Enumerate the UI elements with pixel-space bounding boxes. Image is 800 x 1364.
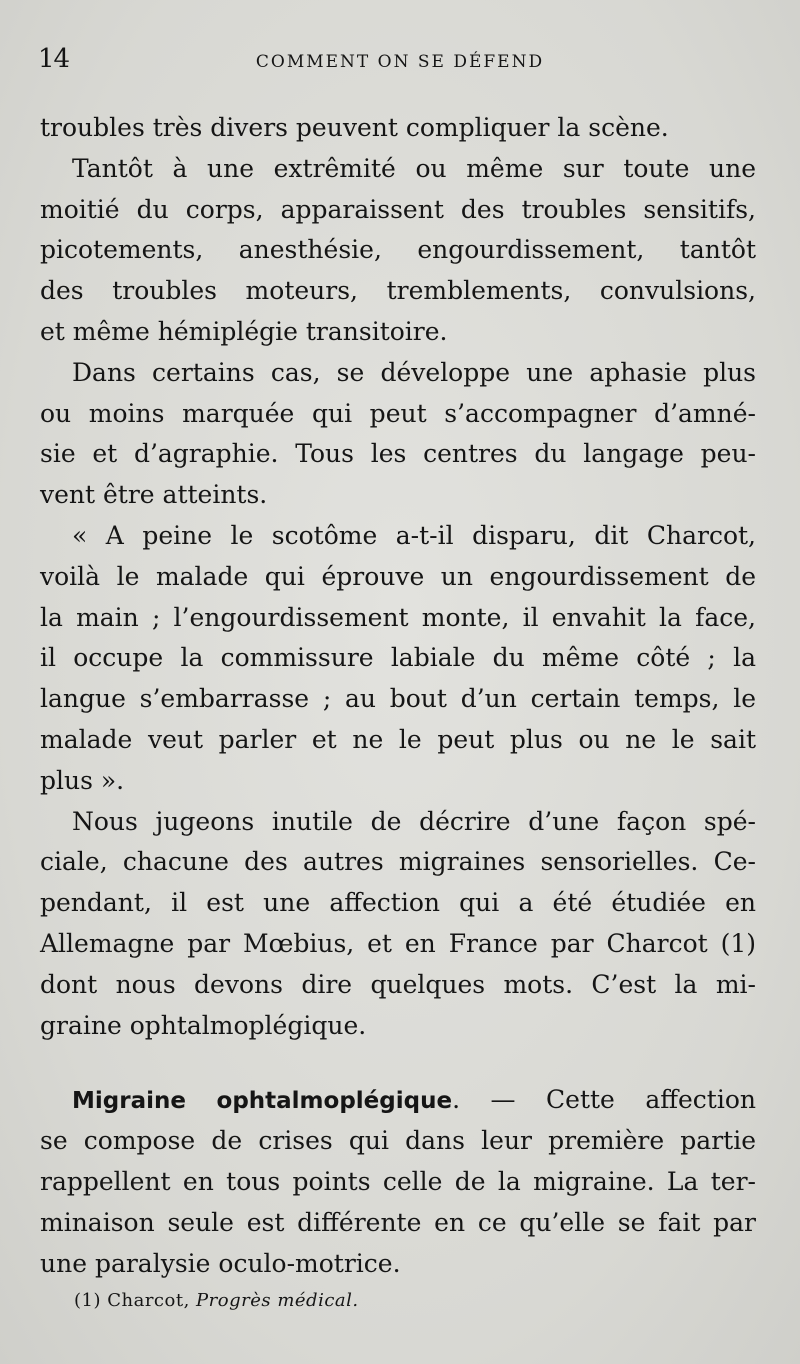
- text-line: voilà le malade qui éprouve un engourdissement de: [40, 561, 756, 591]
- text-line: plus ».: [40, 765, 125, 795]
- paragraph: [40, 149, 756, 353]
- text-line: ciale, chacune des autres migraines sensorielles. Ce-: [40, 847, 756, 877]
- text-line: troubles très divers peuvent compliquer la scène.: [40, 113, 669, 142]
- text-line: graine ophtalmoplégique.: [40, 1010, 367, 1040]
- quotation-paragraph: [40, 516, 756, 802]
- text-line: minaison seule est différente en ce qu’elle se fait par: [40, 1207, 756, 1237]
- text-line: vent être atteints.: [40, 480, 268, 510]
- text-line: rappellent en tous points celle de la migraine. La ter-: [40, 1166, 756, 1196]
- text-line: il occupe la commissure labiale du même côté ; la: [40, 643, 756, 673]
- page-body: [40, 108, 756, 1284]
- text-line: et même hémiplégie transitoire.: [40, 316, 448, 346]
- text-line: sie et d’agraphie. Tous les centres du langage peu-: [40, 439, 756, 469]
- text-line: pendant, il est une affection qui a été étudiée en: [40, 888, 756, 918]
- page-header: [36, 44, 764, 78]
- text-line: Nous jugeons inutile de décrire d’une façon spé-: [72, 806, 756, 836]
- text-line: se compose de crises qui dans leur première partie: [40, 1126, 756, 1156]
- paragraph: [40, 353, 756, 516]
- paragraph: [40, 802, 756, 1047]
- text-line: langue s’embarrasse ; au bout d’un certain temps, le: [40, 684, 756, 714]
- paragraph: [40, 108, 756, 149]
- heading-continuation: . — Cette affection: [452, 1085, 756, 1115]
- text-line: moitié du corps, apparaissent des troubles sensitifs,: [40, 194, 756, 224]
- section-paragraph: [40, 1080, 756, 1284]
- running-title: COMMENT ON SE DÉFEND: [255, 52, 545, 72]
- text-line: la main ; l’engourdissement monte, il envahit la face,: [40, 602, 756, 632]
- text-line: dont nous devons dire quelques mots. C’est la mi-: [40, 969, 756, 999]
- text-line: ou moins marquée qui peut s’accompagner d’amné-: [40, 398, 756, 428]
- text-line: [40, 1080, 756, 1121]
- text-line: une paralysie oculo-motrice.: [40, 1248, 401, 1278]
- text-line: Dans certains cas, se développe une aphasie plus: [72, 357, 756, 387]
- text-line: « A peine le scotôme a-t-il disparu, dit Charcot,: [72, 520, 756, 550]
- page-number: 14: [38, 44, 70, 74]
- footnote-marker: (1) Charcot,: [74, 1290, 190, 1311]
- text-line: malade veut parler et ne le peut plus ou ne le sait: [40, 724, 756, 754]
- text-line: Tantôt à une extrêmité ou même sur toute une: [72, 153, 756, 183]
- section-gap: [40, 1046, 756, 1080]
- text-line: Allemagne par Mœbius, et en France par Charcot (1): [40, 928, 756, 958]
- text-line: picotements, anesthésie, engourdissement, tantôt: [40, 235, 756, 265]
- section-heading: Migraine ophtalmoplégique: [72, 1088, 453, 1115]
- footnote: [74, 1290, 359, 1311]
- footnote-title: Progrès médical.: [196, 1290, 359, 1311]
- text-line: des troubles moteurs, tremblements, convulsions,: [40, 276, 756, 306]
